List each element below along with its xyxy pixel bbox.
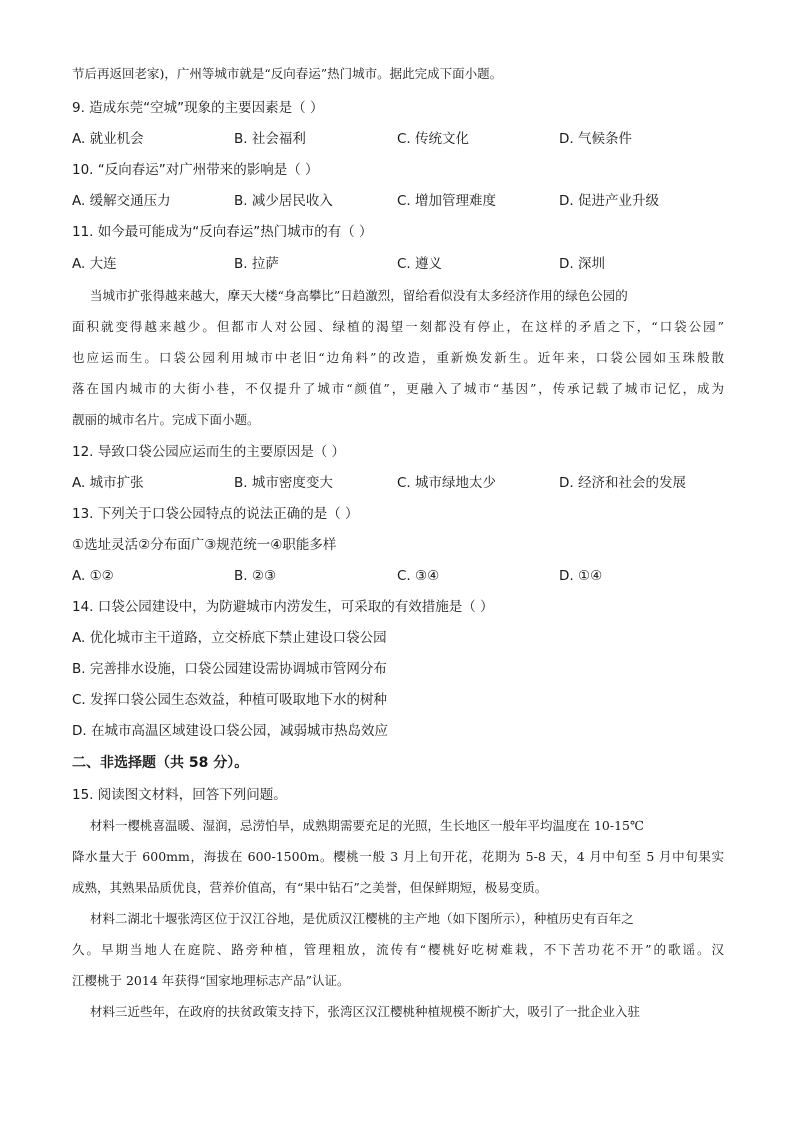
material-2-line-3: 江樱桃于 2014 年获得“国家地理标志产品”认证。	[72, 973, 350, 988]
material-3-line-1: 材料三近些年，在政府的扶贫政策支持下，张湾区汉江樱桃种植规模不断扩大，吸引了一批企业入驻	[90, 1004, 641, 1019]
q13-option-a: A. ①②	[72, 568, 114, 584]
q12-option-b: B. 城市密度变大	[234, 475, 333, 491]
q12-option-c: C. 城市绿地太少	[397, 475, 497, 491]
section-2-heading: 二、非选择题（共 58 分）。	[72, 755, 249, 771]
q14-option-b: B. 完善排水设施，口袋公园建设需协调城市管网分布	[72, 661, 387, 677]
q9-option-c: C. 传统文化	[397, 131, 470, 147]
material-1-line-3: 成熟，其熟果品质优良，营养价值高，有“果中钻石”之美誉，但保鲜期短，极易变质。	[72, 880, 548, 895]
q13-option-b: B. ②③	[234, 568, 277, 584]
q12-option-d: D. 经济和社会的发展	[559, 475, 686, 491]
passage-ending-line: 节后再返回老家)，广州等城市就是“反向春运”热门城市。据此完成下面小题。	[72, 66, 503, 81]
question-12-stem: 12. 导致口袋公园应运而生的主要原因是（ ）	[72, 444, 346, 460]
question-11-stem: 11. 如今最可能成为“反向春运”热门城市的有（ ）	[72, 224, 373, 240]
q9-option-a: A. 就业机会	[72, 131, 144, 147]
q10-option-a: A. 缓解交通压力	[72, 193, 171, 209]
question-13-items: ①选址灵活②分布面广③规范统一④职能多样	[72, 537, 337, 553]
q14-option-c: C. 发挥口袋公园生态效益，种植可吸取地下水的树种	[72, 692, 388, 708]
material-2-line-2: 久。早期当地人在庭院、路旁种植，管理粗放，流传有“樱桃好吃树难栽，不下苦功花不开”的歌谣。汉	[72, 942, 724, 957]
q9-option-d: D. 气候条件	[559, 131, 632, 147]
q11-option-b: B. 拉萨	[234, 256, 279, 272]
question-13-stem: 13. 下列关于口袋公园特点的说法正确的是（ ）	[72, 506, 359, 522]
material-1-line-1: 材料一樱桃喜温暖、湿润，忌涝怕旱，成熟期需要充足的光照，生长地区一般年平均温度在 10-15℃	[90, 818, 644, 833]
question-10-stem: 10. “反向春运”对广州带来的影响是（ ）	[72, 162, 319, 178]
passage-2-line-5: 靓丽的城市名片。完成下面小题。	[72, 412, 260, 427]
q12-option-a: A. 城市扩张	[72, 475, 144, 491]
q10-option-c: C. 增加管理难度	[397, 193, 497, 209]
q13-option-d: D. ①④	[559, 568, 603, 584]
q10-option-d: D. 促进产业升级	[559, 193, 659, 209]
question-15-stem: 15. 阅读图文材料，回答下列问题。	[72, 787, 287, 803]
question-14-stem: 14. 口袋公园建设中，为防避城市内涝发生，可采取的有效措施是（ ）	[72, 599, 494, 615]
material-2-line-1: 材料二湖北十堰张湾区位于汉江谷地，是优质汉江樱桃的主产地（如下图所示），种植历史有百年之	[90, 911, 634, 926]
question-9-stem: 9. 造成东莞“空城”现象的主要因素是（ ）	[72, 100, 324, 116]
passage-2-line-4: 落在国内城市的大街小巷，不仅提升了城市“颜值”，更融入了城市“基因”，传承记载了城市记忆，成为	[72, 381, 724, 396]
q10-option-b: B. 减少居民收入	[234, 193, 333, 209]
q11-option-c: C. 遵义	[397, 256, 443, 272]
q11-option-a: A. 大连	[72, 256, 117, 272]
q9-option-b: B. 社会福利	[234, 131, 306, 147]
q11-option-d: D. 深圳	[559, 256, 605, 272]
passage-2-line-3: 也应运而生。口袋公园利用城市中老旧“边角料”的改造，重新焕发新生。近年来，口袋公园如玉珠般散	[72, 350, 724, 365]
q14-option-a: A. 优化城市主干道路，立交桥底下禁止建设口袋公园	[72, 630, 387, 646]
material-1-line-2: 降水量大于 600mm，海拔在 600-1500m。樱桃一般 3 月上旬开花，花期为 5-8 天，4 月中旬至 5 月中旬果实	[72, 849, 724, 864]
passage-2-line-2: 面积就变得越来越少。但都市人对公园、绿植的渴望一刻都没有停止，在这样的矛盾之下，“口袋公园”	[72, 319, 724, 334]
passage-2-line-1: 当城市扩张得越来越大，摩天大楼“身高攀比”日趋激烈，留给看似没有太多经济作用的绿色公园的	[90, 288, 628, 303]
q14-option-d: D. 在城市高温区域建设口袋公园，减弱城市热岛效应	[72, 723, 388, 739]
q13-option-c: C. ③④	[397, 568, 440, 584]
